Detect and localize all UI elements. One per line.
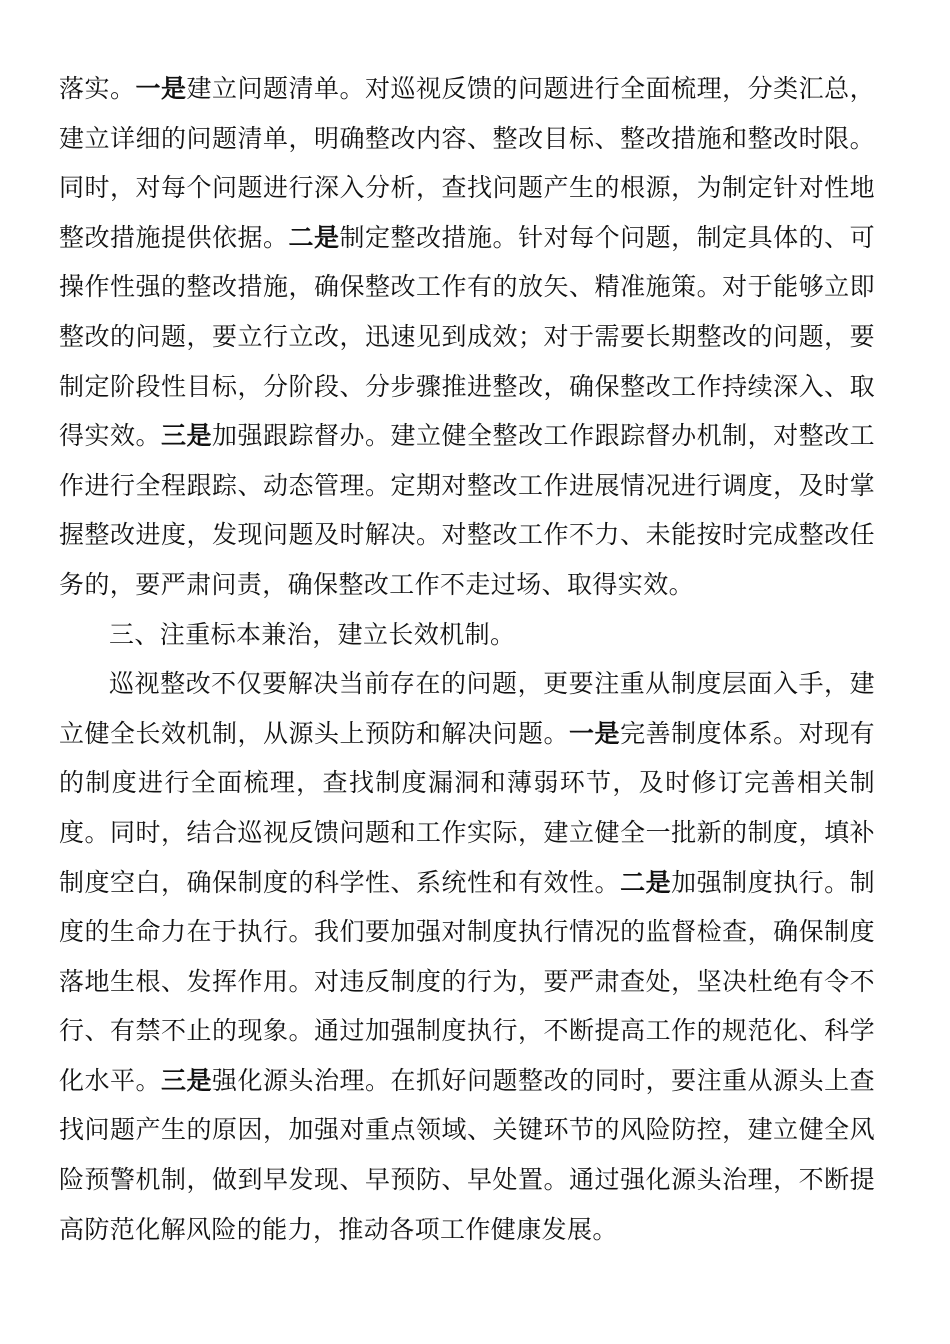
section-heading-text: 三、注重标本兼治，建立长效机制。 <box>109 619 516 649</box>
paragraph-continuation <box>59 64 875 610</box>
text-run: 制定整改措施。针对每个问题，制定具体的、可操作性强的整改措施，确保整改工作有的放矢、精准施策。对于能够立即整改的问题，要立行立改，迅速见到成效；对于需要长期整改的问题，要制定阶段性目标，分阶段、分步骤推进整改，确保整改工作持续深入、取得实效。 <box>59 222 875 451</box>
text-run: 加强制度执行。制度的生命力在于执行。我们要加强对制度执行情况的监督检查，确保制度落地生根、发挥作用。对违反制度的行为，要严肃查处，坚决杜绝有令不行、有禁不止的现象。通过加强制度执行，不断提高工作的规范化、科学化水平。 <box>59 867 875 1095</box>
text-run: 建立问题清单。对巡视反馈的问题进行全面梳理，分类汇总，建立详细的问题清单，明确整改内容、整改目标、整改措施和整改时限。同时，对每个问题进行深入分析，查找问题产生的根源，为制定针对性地整改措施提供依据。 <box>59 74 875 252</box>
bold-marker-first: 一是 <box>569 718 621 748</box>
bold-marker-second: 二是 <box>288 222 340 252</box>
bold-marker-third: 三是 <box>161 1065 213 1095</box>
bold-marker-second: 二是 <box>620 867 672 897</box>
text-run: 完善制度体系。对现有的制度进行全面梳理，查找制度漏洞和薄弱环节，及时修订完善相关制度。同时，结合巡视反馈问题和工作实际，建立健全一批新的制度，填补制度空白，确保制度的科学性、系统性和有效性。 <box>59 718 875 897</box>
text-run: 巡视整改不仅要解决当前存在的问题，更要注重从制度层面入手，建立健全长效机制，从源头上预防和解决问题。 <box>59 669 875 748</box>
bold-marker-first: 一是 <box>135 74 187 103</box>
paragraph-section-body <box>59 659 875 1254</box>
document-page <box>59 64 875 1254</box>
text-run: 落实。 <box>59 74 136 103</box>
section-heading <box>59 610 875 660</box>
text-run: 强化源头治理。在抓好问题整改的同时，要注重从源头上查找问题产生的原因，加强对重点领域、关键环节的风险防控，建立健全风险预警机制，做到早发现、早预防、早处置。通过强化源头治理，不断提高防范化解风险的能力，推动各项工作健康发展。 <box>59 1065 875 1244</box>
text-run: 加强跟踪督办。建立健全整改工作跟踪督办机制，对整改工作进行全程跟踪、动态管理。定期对整改工作进展情况进行调度，及时掌握整改进度，发现问题及时解决。对整改工作不力、未能按时完成整改任务的，要严肃问责，确保整改工作不走过场、取得实效。 <box>59 421 875 599</box>
bold-marker-third: 三是 <box>161 421 213 451</box>
